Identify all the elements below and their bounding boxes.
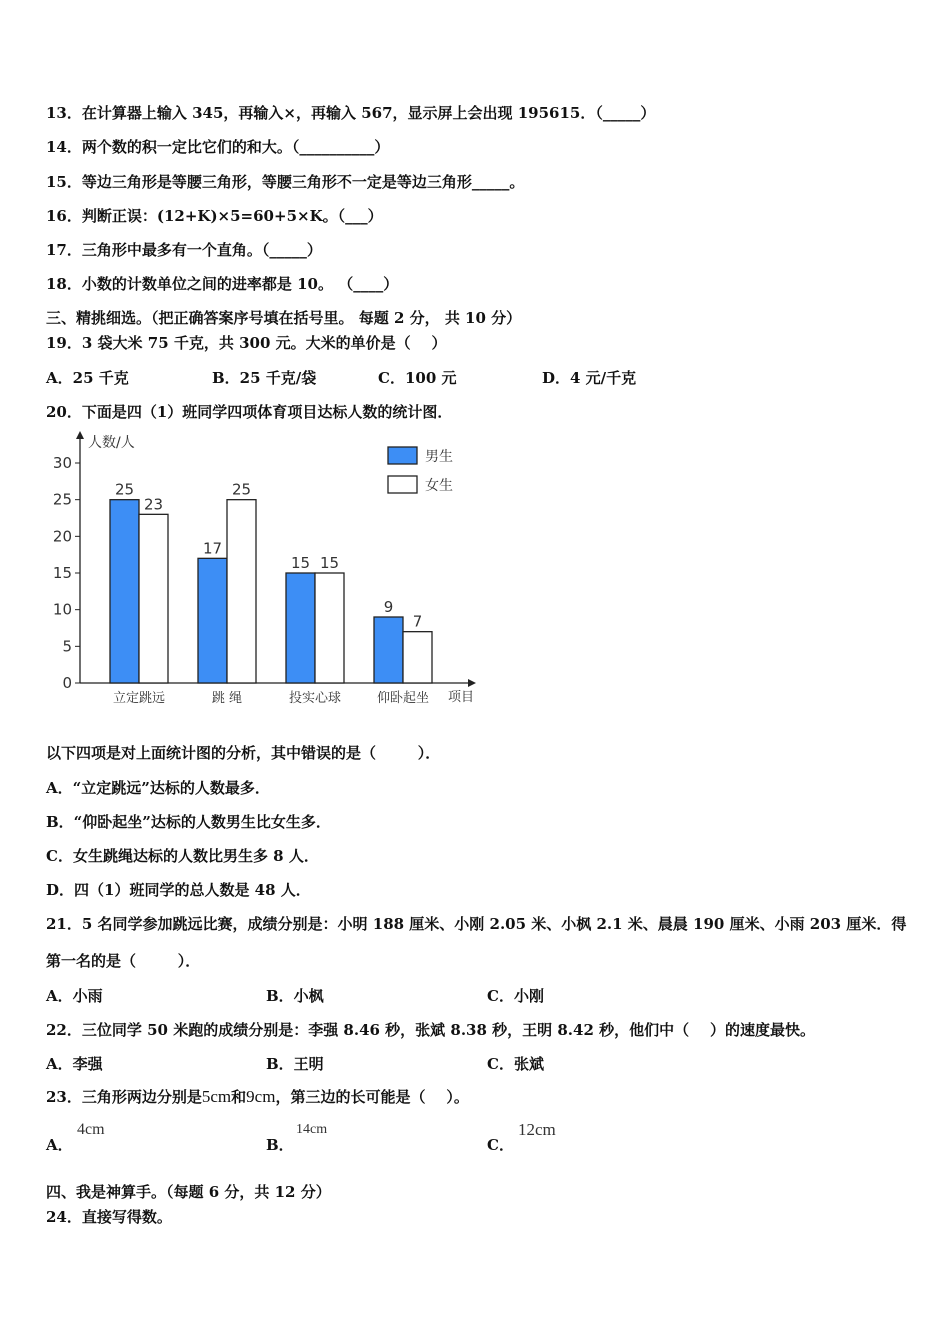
section-4-heading: 四、我是神算手。（每题 6 分，共 12 分） [46, 1183, 331, 1201]
q19-option-d: D．4 元/千克 [542, 369, 637, 387]
q23-text-pre: 23．三角形两边分别是 [46, 1088, 202, 1106]
bar-value-label: 15 [319, 554, 340, 572]
y-tick-label: 20 [52, 527, 72, 546]
y-tick-label: 0 [62, 674, 72, 692]
q20-option-d: D．四（1）班同学的总人数是 48 人． [46, 881, 311, 899]
q23-option-b-value: 14cm [296, 1122, 328, 1137]
q22-option-c: C．张斌 [487, 1055, 544, 1073]
q23-option-a-value: 4cm [77, 1121, 105, 1138]
bar-value-label: 9 [383, 598, 394, 616]
question-18: 18．小数的计数单位之间的进率都是 10。 （____） [46, 275, 399, 293]
q23-text-post: ，第三边的长可能是（ ）。 [275, 1088, 469, 1106]
y-tick-label: 25 [52, 490, 72, 509]
bar [315, 573, 344, 683]
bar [286, 573, 315, 683]
y-tick-label: 15 [52, 564, 72, 582]
bar [198, 558, 227, 683]
legend-swatch [388, 476, 417, 493]
q20-option-a: A．“立定跳远”达标的人数最多． [46, 779, 270, 797]
question-16: 16．判断正误：(12+K)×5=60+5×K。（___） [46, 207, 383, 225]
y-tick-label: 30 [52, 454, 72, 472]
question-20-prompt: 以下四项是对上面统计图的分析，其中错误的是（ ）． [46, 744, 441, 762]
bar-value-label: 17 [202, 539, 223, 558]
y-tick-label: 5 [62, 637, 72, 656]
question-22: 22．三位同学 50 米跑的成绩分别是：李强 8.46 秒，张斌 8.38 秒，王明 8.42 秒，他们中（ ）的速度最快。 [46, 1021, 816, 1039]
bar [374, 617, 403, 683]
legend-swatch [388, 447, 417, 464]
question-24: 24．直接写得数。 [46, 1208, 172, 1226]
q22-option-b: B．王明 [266, 1055, 324, 1073]
q23-option-c-value: 12cm [518, 1120, 556, 1139]
y-tick-label: 10 [52, 600, 72, 619]
question-21-line-2: 第一名的是（ ）． [46, 952, 201, 970]
bar-chart [40, 425, 490, 715]
y-axis-arrow [76, 431, 84, 439]
question-17: 17．三角形中最多有一个直角。（_____） [46, 241, 322, 259]
q21-option-a: A．小雨 [46, 987, 103, 1005]
bar [403, 632, 432, 683]
y-axis-label: 人数/人 [88, 435, 135, 451]
x-tick-label: 跳 绳 [211, 691, 243, 706]
q23-text-mid: 和 [231, 1088, 247, 1106]
x-axis-arrow [468, 679, 476, 687]
legend-label: 男生 [425, 449, 453, 465]
q19-option-a: A．25 千克 [46, 369, 129, 387]
q19-option-b: B．25 千克/袋 [212, 369, 317, 387]
q23-length-2: 9cm [246, 1087, 276, 1106]
question-20: 20．下面是四（1）班同学四项体育项目达标人数的统计图． [46, 403, 453, 421]
bar-value-label: 7 [412, 612, 423, 631]
q23-option-a-letter: A． [46, 1136, 73, 1154]
bar [139, 514, 168, 683]
q20-option-b: B．“仰卧起坐”达标的人数男生比女生多． [46, 813, 331, 831]
q19-option-c: C．100 元 [378, 369, 457, 387]
question-19: 19．3 袋大米 75 千克，共 300 元。大米的单价是（ ） [46, 334, 447, 352]
x-tick-label: 仰卧起坐 [376, 691, 430, 706]
q21-option-b: B．小枫 [266, 987, 324, 1005]
q20-option-c: C．女生跳绳达标的人数比男生多 8 人． [46, 847, 319, 865]
bar [227, 500, 256, 683]
question-15: 15．等边三角形是等腰三角形，等腰三角形不一定是等边三角形_____。 [46, 173, 525, 191]
x-tick-label: 投实心球 [288, 691, 342, 706]
bar [110, 500, 139, 683]
x-tick-label: 立定跳远 [112, 691, 166, 706]
q23-option-c-letter: C． [487, 1136, 514, 1154]
question-21-line-1: 21．5 名同学参加跳远比赛，成绩分别是：小明 188 厘米、小刚 2.05 米、小枫 2.1 米、晨晨 190 厘米、小雨 203 厘米．得 [46, 915, 907, 933]
bar-value-label: 15 [290, 554, 311, 572]
q21-option-c: C．小刚 [487, 987, 544, 1005]
q23-option-b-letter: B． [266, 1136, 294, 1154]
question-14: 14．两个数的积一定比它们的和大。（__________） [46, 138, 390, 156]
bar-value-label: 25 [231, 480, 252, 499]
q22-option-a: A．李强 [46, 1055, 103, 1073]
bar-value-label: 23 [143, 495, 164, 514]
x-axis-label: 项目 [448, 690, 475, 705]
q23-length-1: 5cm [201, 1087, 232, 1106]
question-23 [46, 1086, 469, 1107]
bar-value-label: 25 [114, 480, 135, 499]
question-13: 13．在计算器上输入 345，再输入×，再输入 567，显示屏上会出现 195615．（_____） [46, 104, 656, 122]
section-3-heading: 三、精挑细选。（把正确答案序号填在括号里。 每题 2 分， 共 10 分） [46, 309, 522, 327]
legend-label: 女生 [425, 478, 453, 494]
